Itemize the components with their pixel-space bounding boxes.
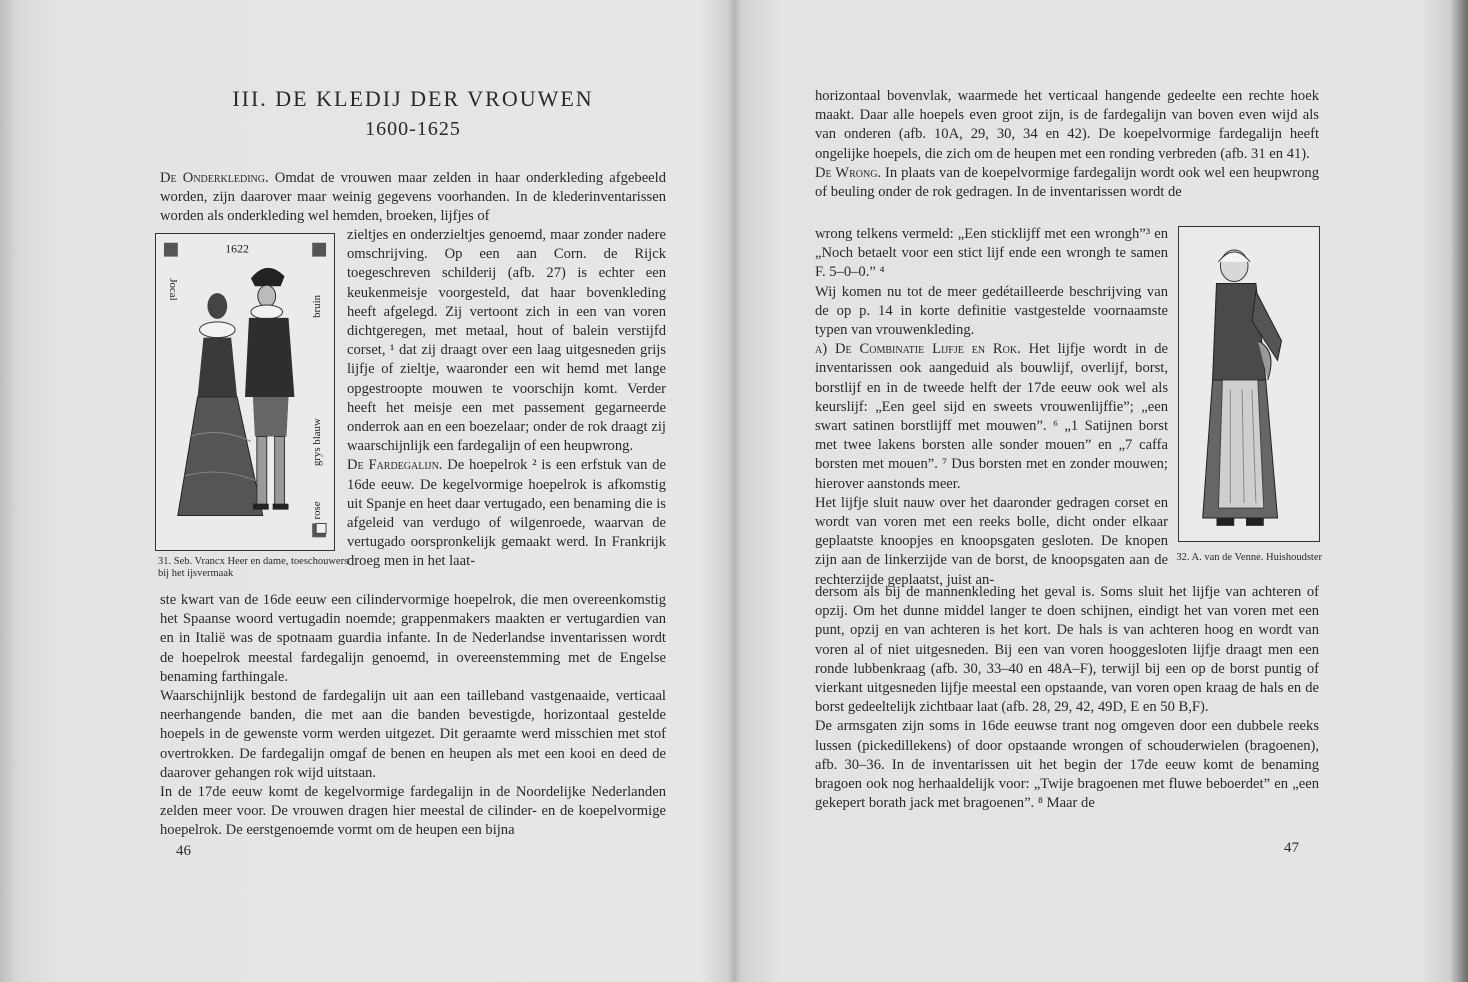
paragraph-text: zieltjes en onderzieltjes genoemd, maar zonder nadere omschrijving. Op een aan Corn. de Rijck toegeschreven schilderij (afb. 27) is echter een keukenmeisje voorgesteld, dat haar bovenkleding heeft afgelegd. Zij vertoont zich in een van voren dichtgeregen, met metaal, hout of balein verstijfd corset, ¹ dat zij draagt over een laag uitgesneden grijs lijfje of zieltje, waaronder een wit hemd met lange opgestroopte mouwen te voorschijn komt. Verder heeft het meisje een met passement gegarneerde onderrok aan en een boezelaar; onder de rok draagt zij waarschijnlijk een fardegalijn of een heupwrong. [347,227,666,455]
paragraph-text: Waarschijnlijk bestond de fardegalijn uit aan een tailleband vastgenaaide, verticaal neerhangende banden, die met aan die banden bevestigde, horizontaal gestelde hoepels in de gewenste vorm werden uitgezet. Dit geraamte werd misschien met stof overtrokken. De fardegalijn omgaf de benen en heupen als met een kooi en deed de daarover gehangen rok wijd uitstaan. [160,688,666,781]
paragraph [347,226,666,456]
paragraph-text: Het lijfje wordt in de inventarissen ook aangeduid als bouwlijf, overlijf, borst, borstlijf en in de tweede helft der 17de eeuw ook wel als keurslijf: „Een geel sijd en sweets vrouwenlijffie”; „een swart satinen borstlijff met mouwen”. ⁶ „1 Satijnen borst met twee lakens borsten alle sonder mouen” en „7 caffa borsten met mouen”. ⁷ Dus borsten met en zonder mouwen; hierover aanstonds meer. [815,341,1168,492]
paragraph [815,225,1168,283]
paragraph [815,283,1168,341]
right-text-bottom [815,583,1319,813]
page-number-left: 46 [176,843,191,859]
paragraph [160,169,666,227]
paragraph-text: ste kwart van de 16de eeuw een cilindervormige hoepelrok, die men overeenkomstig het Spaanse woord vertugadin noemde; grappenmakers maakten er vertugardien van en in Italië was de spotnaam guardia infante. In de Nederlandse inventarissen wordt de hoepelrok meestal fardegalijn genoemd, in overeenstemming met de Engelse benaming farthingale. [160,592,666,685]
figure-32-caption: 32. A. van de Venne. Huishoudster [1176,552,1322,563]
card-year: 1622 [225,241,249,256]
paragraph [815,583,1319,717]
figure-31-playing-card [155,233,335,551]
paragraph [160,783,666,841]
section-heading: a) De Combinatie Lijfje en Rok. [815,341,1021,358]
paragraph-text: horizontaal bovenvlak, waarmede het verticaal hangende gedeelte een rechte hoek maakt. Daar alle hoepels even groot zijn, is de fardegalijn van boven even wijd als van onderen (afb. 10A, 29, 30, 34 en 42). De koepelvormige fardegalijn heeft ongelijke hoepels, die zich om de heupen met een ronding verbreden (afb. 31 en 41). [815,88,1319,162]
paragraph-text: dersom als bij de mannenkleding het geval is. Soms sluit het lijfje van achteren of opzij. Om het dunne middel langer te doen schijnen, eindigt het van voren met een punt, opzij en van achteren is het kort. De hals is van achteren hoog en wordt van voren al of niet uitgesneden. Bij een van voren hooggesloten lijfje draagt men een ronde lubbenkraag (afb. 30, 33–40 en 48A–F), terwijl bij een op de borst puntig of vierkant uitgesneden lijfje meestal een opstaande, van voren open kraag de hals en de borst gedeeltelijk zichtbaar laat (afb. 28, 29, 42, 49D, E en 50 B,F). [815,584,1319,716]
paragraph [815,340,1168,494]
page-number-right: 47 [1284,840,1299,856]
paragraph [815,494,1168,590]
chapter-years: 1600-1625 [365,118,461,140]
section-heading: De Wrong. [815,164,882,181]
paragraph-text: In plaats van de koepelvormige fardegalijn wordt ook wel een heupwrong of beuling onder de rok gedragen. In de inventarissen wordt de [815,164,1319,201]
paragraph-text: Wij komen nu tot de meer gedétailleerde beschrijving van de op p. 14 in korte definitie vastgestelde voornaamste typen van vrouwenkleding. [815,283,1168,339]
paragraph-text: De hoepelrok ² is een erfstuk van de 16de eeuw. De kegelvormige hoepelrok is afkomstig uit Spanje en heet daar vertugado, een benaming die is afgeleid van verdugo of wilgenroede, waarvan de vertugado oorspronkelijk gemaakt werd. In Frankrijk droeg men in het laat- [347,457,666,570]
paragraph [160,687,666,783]
left-text-bottom [160,591,666,841]
paragraph-text: Het lijfje sluit nauw over het daaronder gedragen corset en wordt van voren met een reeks bolle, dicht onder elkaar geplaatste knoopjes en knoopsgaten gesloten. De knopen zijn aan de linkerzijde van de borst, de knoopsgaten aan de rechterzijde geplaatst, juist an- [815,494,1168,588]
section-heading: De Fardegalijn. [347,457,443,474]
housekeeper-engraving-illustration [1183,231,1315,537]
chapter-title: III. DE KLEDIJ DER VROUWEN [232,86,594,111]
paragraph-text: wrong telkens vermeld: „Een sticklijff met een wrongh”³ en „Noch betaelt voor een stict lijf ende een wrongh te samen F. 5–0–0.” ⁴ [815,226,1168,281]
corner-square-icon [312,243,326,257]
figure-31-caption: 31. Seb. Vrancx Heer en dame, toeschouwers bij het ijsvermaak [158,556,349,579]
paragraph [160,591,666,687]
left-text-top [160,169,666,227]
right-text-top [815,87,1319,202]
paragraph-text: De armsgaten zijn soms in 16de eeuwse trant nog omgeven door een dubbele reeks lussen (pickedillekens) of door opstaande wrongen of schouderwielen (bragoenen), afb. 30–36. In de inventarissen uit het begin der 17de eeuw komt de benaming bragoen ook nog herhaaldelijk voor: „Twije bragoenen met fluwe beboerdet” en „een gekepert borath jack met bragoenen”. ⁸ Maar de [815,718,1319,812]
card-label-left: Jocal [166,278,179,301]
paragraph [815,164,1319,202]
paragraph-text: Omdat de vrouwen maar zelden in haar onderkleding afgebeeld worden, zijn daarover maar weinig gegevens voorhanden. In de klederinventarissen worden als onderkleding wel hemden, broeken, lijfjes of [160,170,667,225]
card-label-right: bruin [311,294,324,318]
corner-square-icon [164,243,178,257]
paragraph [347,456,666,571]
paragraph [815,87,1319,164]
card-label-bottom: rose [311,501,324,520]
figure-32-frame [1178,226,1320,542]
card-label-right-lower: grys blauw [311,418,324,467]
paragraph [815,717,1319,813]
right-text-side [815,225,1168,590]
left-text-side [347,226,666,572]
paragraph-text: In de 17de eeuw komt de kegelvormige fardegalijn in de Noordelijke Nederlanden zelden meer voor. De vrouwen dragen hier meestal de cilinder- en de koepelvormige hoepelrok. De eerstgenoemde vormt om de heupen een bijna [160,784,666,839]
section-heading: De Onderkleding. [160,170,269,186]
couple-engraving-illustration [160,238,330,546]
